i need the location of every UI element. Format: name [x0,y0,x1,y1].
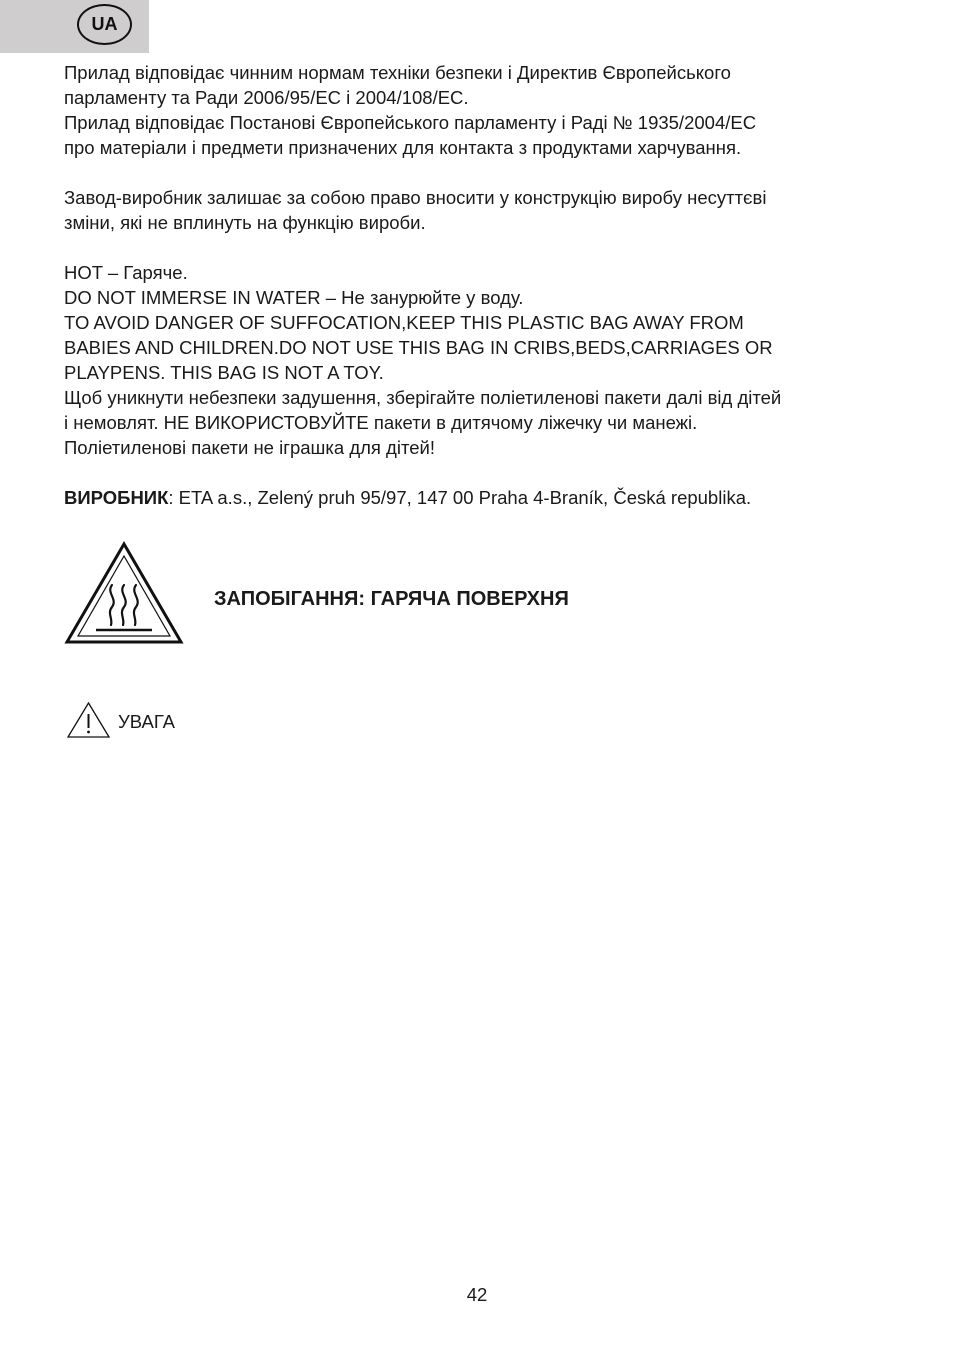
hot-surface-caption: ЗАПОБІГАННЯ: ГАРЯЧА ПОВЕРХНЯ [214,588,569,610]
suffocation-warning-ua-line-1: Щоб уникнути небезпеки задушення, зберігайте поліетиленові пакети далі від дітей [64,387,782,408]
compliance-line-4: про матеріали і предмети призначених для контакта з продуктами харчування. [64,137,742,158]
exclamation-warning-icon [66,701,111,739]
manufacturer-rights-line-2: зміни, які не вплинуть на функцію вироби. [64,212,426,233]
manufacturer-rights-line-1: Завод-виробник залишає за собою право вносити у конструкцію виробу несуттєві [64,187,767,208]
attention-caption: УВАГА [118,711,175,732]
paragraph-gap [64,235,884,260]
suffocation-warning-en-line-1: TO AVOID DANGER OF SUFFOCATION,KEEP THIS PLASTIC BAG AWAY FROM [64,312,744,333]
suffocation-warning-en-line-2: BABIES AND CHILDREN.DO NOT USE THIS BAG IN CRIBS,BEDS,CARRIAGES OR [64,337,773,358]
suffocation-warning-ua-line-2: і немовлят. НЕ ВИКОРИСТОВУЙТЕ пакети в дитячому ліжечку чи манежі. [64,412,698,433]
manufacturer-label: ВИРОБНИК [64,487,169,508]
language-tab [0,0,149,53]
page-number: 42 [466,1284,488,1305]
suffocation-warning-en-line-3: PLAYPENS. THIS BAG IS NOT A TOY. [64,362,384,383]
compliance-line-1: Прилад відповідає чинним нормам техніки безпеки і Директив Європейського [64,62,731,83]
hot-warning-line: HOT – Гаряче. [64,262,188,283]
suffocation-warning-ua-line-3: Поліетиленові пакети не іграшка для дітей! [64,437,435,458]
compliance-line-2: парламенту та Ради 2006/95/ЕС і 2004/108/ЕС. [64,87,469,108]
paragraph-gap [64,460,884,485]
hot-surface-warning-icon [64,541,184,645]
manufacturer-address: : ETA a.s., Zelený pruh 95/97, 147 00 Praha 4-Braník, Česká republika. [168,487,752,508]
paragraph-gap [64,160,884,185]
immerse-warning-line: DO NOT IMMERSE IN WATER – Не занурюйте у воду. [64,287,524,308]
compliance-line-3: Прилад відповідає Постанові Європейського парламенту і Раді № 1935/2004/ЕС [64,112,757,133]
language-badge: UA [77,4,132,45]
document-body [64,60,884,510]
manufacturer-line [64,485,884,510]
